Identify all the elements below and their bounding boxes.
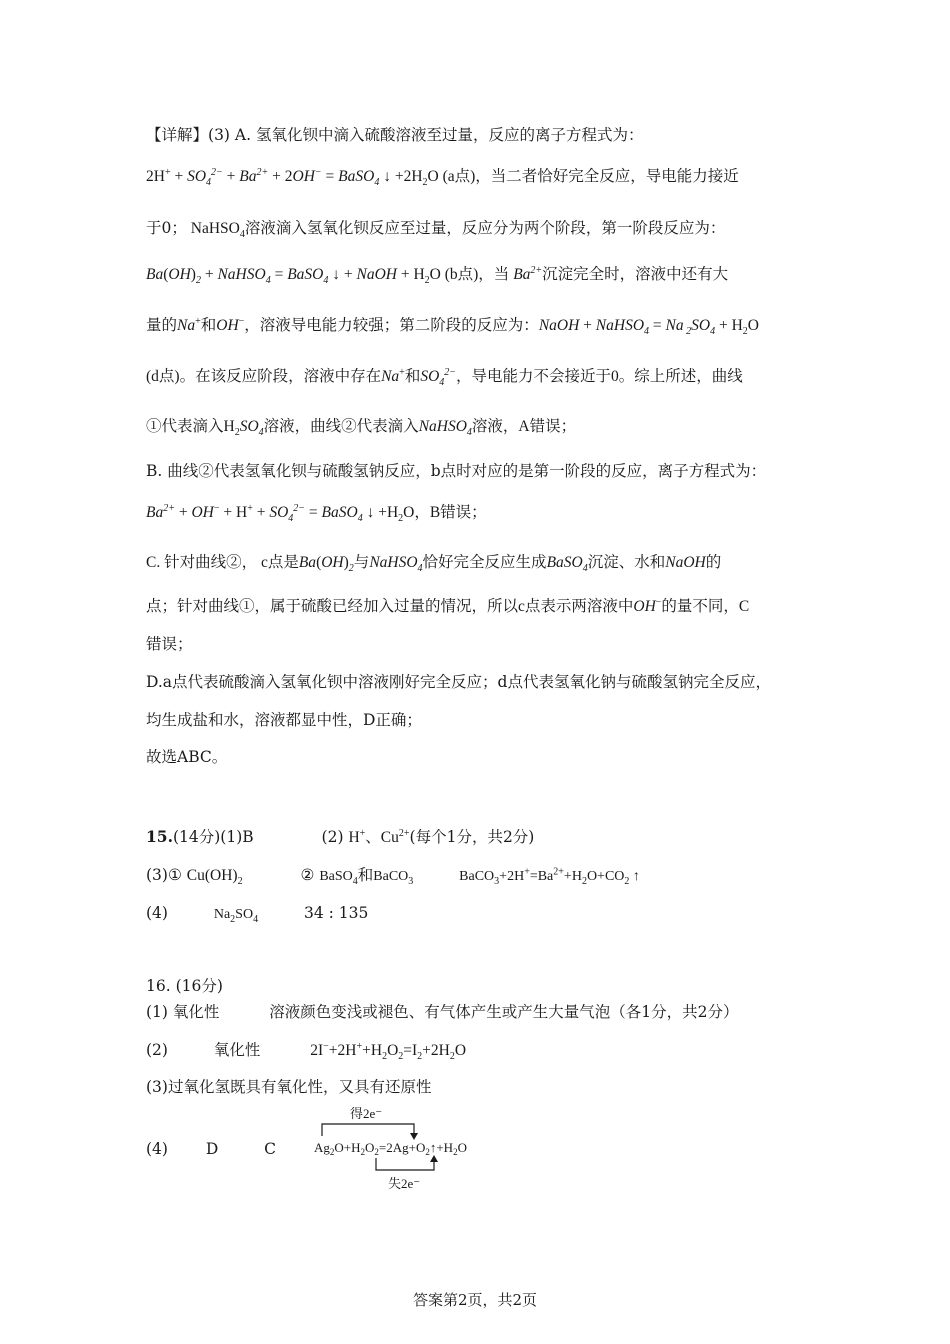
q15-line-2: (3)① $Cu(OH)_2$ ② BaSO$_4$和BaCO$_3$ $BaCO_3+2H^+=Ba^{2+}+H_2O+CO_2$ ↑	[146, 866, 640, 888]
page-footer: 答案第2页，共2页	[412, 1291, 538, 1309]
q16-line-2: (2) 氧化性 $2I^-+2H^++H_2O_2=I_2+2H_2O$	[146, 1040, 467, 1063]
detail-line-1: 【详解】(3) A. 氢氧化钡中滴入硫酸溶液至过量，反应的离子方程式为：	[146, 126, 644, 144]
detail-line-12: 错误；	[146, 635, 193, 653]
redox-equation: $Ag_2O+H_2O_2=2Ag+O_2↑+H_2O$	[314, 1140, 467, 1157]
q16-line-1: (1) 氧化性 溶液颜色变浅或褪色、有气体产生或产生大量气泡（各1分，共2分）	[146, 1003, 739, 1021]
detail-line-14: 均生成盐和水，溶液都显中性，D正确；	[146, 711, 422, 729]
detail-line-13: D.a点代表硫酸滴入氢氧化钡中溶液刚好完全反应；d点代表氢氧化钠与硫酸氢钠完全反应，	[146, 673, 771, 691]
q15-number: 15.	[146, 827, 173, 846]
detail-title: 【详解】	[146, 126, 209, 144]
detail-line-3: 于0； NaHSO$_4$溶液滴入氢氧化钡反应至过量，反应分为两个阶段，第一阶段反应为：	[146, 219, 726, 241]
lose-arrowhead	[430, 1155, 438, 1162]
detail-line-9: $Ba^{2+} + OH^- + H^+ + SO_4^{2-}$ = BaSO$_4$ ↓ $+H_2O$，B错误；	[146, 502, 487, 525]
q16-header: 16. (16分)	[146, 977, 223, 995]
detail-line-11: 点；针对曲线①，属于硫酸已经加入过量的情况，所以c点表示两溶液中OH−的量不同，C	[146, 596, 750, 615]
q15-line-1: 15.(14分)(1)B (2) H+、$Cu^{2+}$(每个1分，共2分)	[146, 827, 535, 846]
detail-line-6: (d点)。在该反应阶段，溶液中存在Na+和$SO_4^{2-}$，导电能力不会接近于0。综上所述，曲线	[146, 366, 743, 389]
detail-line-2: $2H^+ + SO_4^{2-} + Ba^{2+} + 2OH^-$ = BaSO$_4$ ↓ $+2H_2O$ (a点)，当二者恰好完全反应，导电能力接近	[146, 166, 739, 189]
electron-transfer-svg	[300, 1102, 520, 1197]
q16-line-4: (4) D C	[146, 1140, 277, 1158]
detail-line-5: 量的Na+和OH−，溶液导电能力较强；第二阶段的反应为：NaOH + NaHSO$_4$ = Na $_2SO_4 + H_2O$	[146, 315, 759, 338]
detail-line-15: 故选ABC。	[146, 748, 228, 766]
gain-bracket	[322, 1124, 414, 1136]
detail-line-7: ①代表滴入$H_2SO_4$溶液，曲线②代表滴入NaHSO$_4$溶液，A错误；	[146, 418, 577, 439]
detail-line-8: B. 曲线②代表氢氧化钡与硫酸氢钠反应，b点时对应的是第一阶段的反应，离子方程式为：	[146, 462, 767, 480]
q16-line-3: (3)过氧化氢既具有氧化性，又具有还原性	[146, 1078, 432, 1096]
detail-line-4: $Ba(OH)_2$ + NaHSO$_4$ = BaSO$_4$ ↓ + NaOH + $H_2O$ (b点)，当 $Ba^{2+}$沉淀完全时，溶液中还有大	[146, 264, 729, 287]
gain-arrowhead	[410, 1133, 418, 1140]
lose-electrons-label: 失2e⁻	[388, 1176, 421, 1191]
lose-bracket	[376, 1158, 434, 1170]
electron-transfer-diagram	[300, 1102, 520, 1197]
gain-electrons-label: 得2e⁻	[350, 1106, 383, 1121]
detail-line-10: C. 针对曲线②， c点是$Ba(OH)_2$与NaHSO$_4$恰好完全反应生成BaSO$_4$沉淀、水和NaOH的	[146, 554, 722, 575]
q15-line-3: (4) $Na_2SO_4$ 34 : 135	[146, 904, 369, 925]
